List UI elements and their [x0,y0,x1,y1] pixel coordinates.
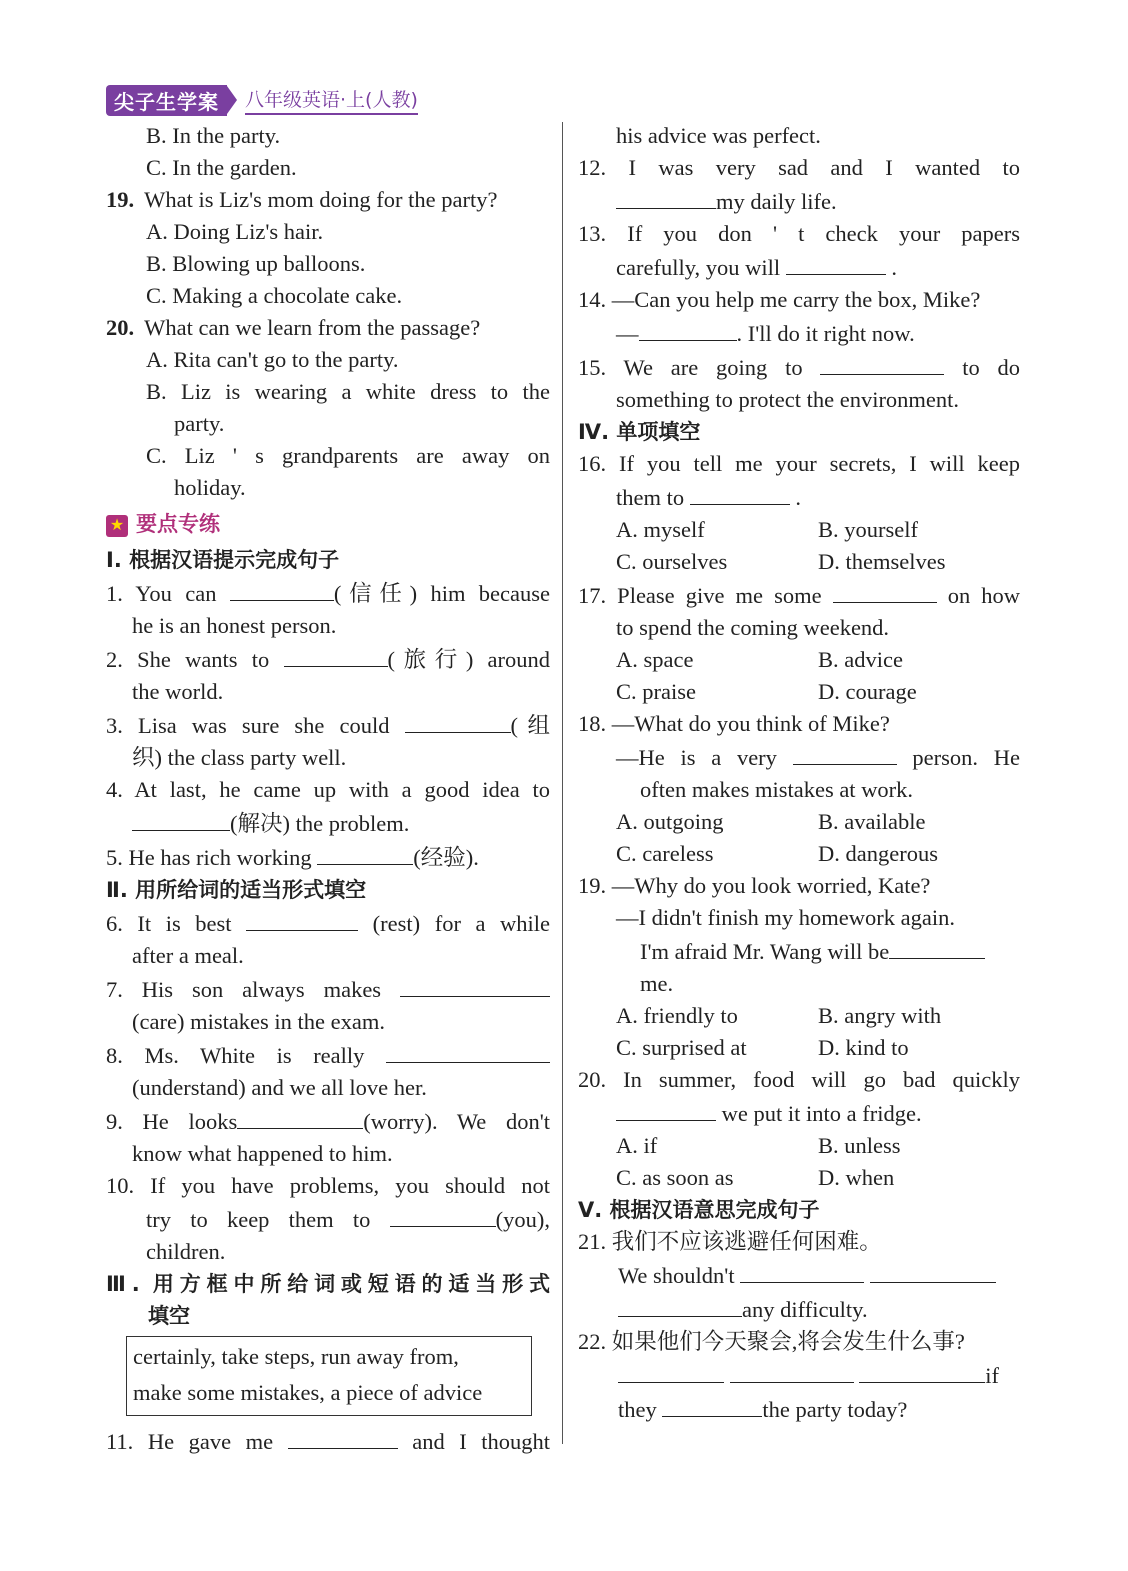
option-text: B. In the party. [146,123,281,148]
section-heading: Ⅰ. 根据汉语提示完成句子 [106,548,340,572]
right-column [578,120,1020,1426]
exercise-text: them to . [578,480,1020,514]
answer-blank[interactable] [793,740,897,765]
option-text: B. Blowing up balloons. [146,251,366,276]
exercise-5: 5. He has rich working (经验). [106,840,550,874]
choice-option[interactable]: A. space [616,647,694,672]
exercise-text: I'm afraid Mr. Wang will be [578,934,1020,968]
exercise-7: 7. His son always makes [106,972,550,1006]
exercise-text: any difficulty. [578,1292,1020,1326]
choice-option[interactable]: B. angry with [818,1003,942,1028]
exercise-text: —He is a very person. He [578,740,1020,774]
answer-blank[interactable] [317,840,413,865]
exercise-21: 21. 我们不应该逃避任何困难。 [578,1229,882,1254]
exercise-18: 18. —What do you think of Mike? [578,711,890,736]
choice-option[interactable]: A. outgoing [616,809,724,834]
answer-blank[interactable] [662,1392,762,1417]
exercise-22: 22. 如果他们今天聚会,将会发生什么事? [578,1329,965,1354]
exercise-text: try to keep them to (you), [106,1202,550,1236]
exercise-20: 20. In summer, food will go bad quickly [578,1067,1020,1092]
answer-blank[interactable] [690,480,790,505]
choice-option[interactable]: A. myself [616,517,705,542]
answer-blank[interactable] [740,1258,864,1283]
exercise-19: 19. —Why do you look worried, Kate? [578,873,931,898]
exercise-text: — . I'll do it right now. [578,316,1020,350]
section-heading: Ⅳ. 单项填空 [578,420,701,444]
choice-option[interactable]: D. themselves [818,549,946,574]
exercise-13: 13. If you don ' t check your papers [578,221,1020,246]
choice-option[interactable]: B. yourself [818,517,918,542]
exercise-text: after a meal. [132,943,244,968]
choice-option[interactable]: A. if [616,1133,658,1158]
exercise-12: 12. I was very sad and I wanted to [578,155,1020,180]
exercise-text: if [578,1358,1020,1392]
exercise-8: 8. Ms. White is really [106,1038,550,1072]
section-heading: Ⅴ. 根据汉语意思完成句子 [578,1198,820,1222]
answer-blank[interactable] [284,642,388,667]
exercise-text: the world. [132,679,224,704]
choice-option[interactable]: C. praise [616,679,696,704]
column-divider [562,122,563,1444]
exercise-14: 14. —Can you help me carry the box, Mike? [578,287,981,312]
exercise-text: carefully, you will . [578,250,1020,284]
answer-blank[interactable] [237,1104,363,1129]
answer-blank[interactable] [132,806,230,831]
choice-options [578,1130,1020,1162]
answer-blank[interactable] [859,1358,985,1383]
answer-blank[interactable] [639,316,737,341]
word-box [126,1336,532,1416]
answer-blank[interactable] [405,708,511,733]
exercise-text: something to protect the environment. [616,387,960,412]
answer-blank[interactable] [230,576,334,601]
choice-option[interactable]: A. friendly to [616,1003,738,1028]
exercise-text: (understand) and we all love her. [132,1075,427,1100]
answer-blank[interactable] [730,1358,854,1383]
exercise-6: 6. It is best (rest) for a while [106,906,550,940]
choice-option[interactable]: C. surprised at [616,1035,747,1060]
option-text: C. Liz ' s grandparents are away on [146,443,550,468]
exercise-text: often makes mistakes at work. [640,777,914,802]
choice-option[interactable]: D. kind to [818,1035,909,1060]
exercise-2: 2. She wants to (旅行) around [106,642,550,676]
choice-option[interactable]: C. careless [616,841,714,866]
answer-blank[interactable] [618,1358,724,1383]
choice-option[interactable]: D. dangerous [818,841,938,866]
choice-option[interactable]: D. when [818,1165,895,1190]
exercise-text: —I didn't finish my homework again. [616,905,956,930]
exercise-text: (解决) the problem. [106,806,550,840]
exercise-text: 织) the class party well. [132,745,347,770]
brand-tail-shape [227,86,237,114]
exercise-11: 11. He gave me and I thought [106,1424,550,1458]
answer-blank[interactable] [820,350,944,375]
exercise-text: we put it into a fridge. [578,1096,1020,1130]
choice-option[interactable]: D. courage [818,679,917,704]
choice-options [578,838,1020,870]
answer-blank[interactable] [786,250,886,275]
choice-option[interactable]: B. advice [818,647,903,672]
exercise-16: 16. If you tell me your secrets, I will keep [578,451,1020,476]
choice-options [578,1000,1020,1032]
exercise-text: they the party today? [578,1392,1020,1426]
choice-option[interactable]: C. as soon as [616,1165,734,1190]
word-box-line: make some mistakes, a piece of advice [133,1380,483,1405]
choice-option[interactable]: C. ourselves [616,549,728,574]
option-text: B. Liz is wearing a white dress to the [146,379,550,404]
brand-label: 尖子生学案 [106,85,227,116]
question-19: 19. What is Liz's mom doing for the party? [106,187,498,212]
exercise-9: 9. He looks (worry). We don't [106,1104,550,1138]
exercise-text: my daily life. [578,184,1020,218]
exercise-text: he is an honest person. [132,613,337,638]
page-header [106,86,418,114]
option-text: party. [174,411,225,436]
answer-blank[interactable] [616,1096,716,1121]
option-text: C. In the garden. [146,155,297,180]
answer-blank[interactable] [889,934,985,959]
answer-blank[interactable] [618,1292,742,1317]
exercise-text: We shouldn't [578,1258,1020,1292]
section-heading: Ⅲ. 用方框中所给词或短语的适当形式 [106,1272,550,1296]
exercise-1: 1. You can (信任) him because [106,576,550,610]
exercise-4: 4. At last, he came up with a good idea to [106,777,550,802]
exercise-3: 3. Lisa was sure she could (组 [106,708,550,742]
word-box-line: certainly, take steps, run away from, [133,1344,459,1369]
choice-options [578,546,1020,578]
choice-options [578,1032,1020,1064]
answer-blank[interactable] [400,972,550,997]
answer-blank[interactable] [246,906,358,931]
answer-blank[interactable] [390,1202,496,1227]
answer-blank[interactable] [288,1424,398,1449]
answer-blank[interactable] [833,578,937,603]
left-column [106,120,550,1458]
choice-option[interactable]: B. unless [818,1133,901,1158]
choice-options [578,514,1020,546]
answer-blank[interactable] [870,1258,996,1283]
choice-options [578,676,1020,708]
question-20: 20. What can we learn from the passage? [106,315,481,340]
exercise-15: 15. We are going to to do [578,350,1020,384]
choice-options [578,806,1020,838]
exercise-text: to spend the coming weekend. [616,615,890,640]
option-text: C. Making a chocolate cake. [146,283,403,308]
exercise-text: (care) mistakes in the exam. [132,1009,386,1034]
choice-option[interactable]: B. available [818,809,926,834]
choice-options [578,1162,1020,1194]
key-practice-title: ★ 要点专练 [106,508,550,540]
book-subtitle: 八年级英语·上(人教) [245,85,418,115]
exercise-17: 17. Please give me some on how [578,578,1020,612]
option-text: A. Doing Liz's hair. [146,219,324,244]
star-icon: ★ [106,515,128,537]
exercise-text: his advice was perfect. [616,123,821,148]
exercise-10: 10. If you have problems, you should not [106,1173,550,1198]
exercise-text: me. [640,971,674,996]
exercise-text: children. [146,1239,226,1264]
choice-options [578,644,1020,676]
option-text: holiday. [174,475,246,500]
exercise-text: know what happened to him. [132,1141,393,1166]
section-heading: 填空 [148,1304,190,1328]
answer-blank[interactable] [616,184,716,209]
section-heading: Ⅱ. 用所给词的适当形式填空 [106,878,367,902]
option-text: A. Rita can't go to the party. [146,347,399,372]
answer-blank[interactable] [386,1038,550,1063]
